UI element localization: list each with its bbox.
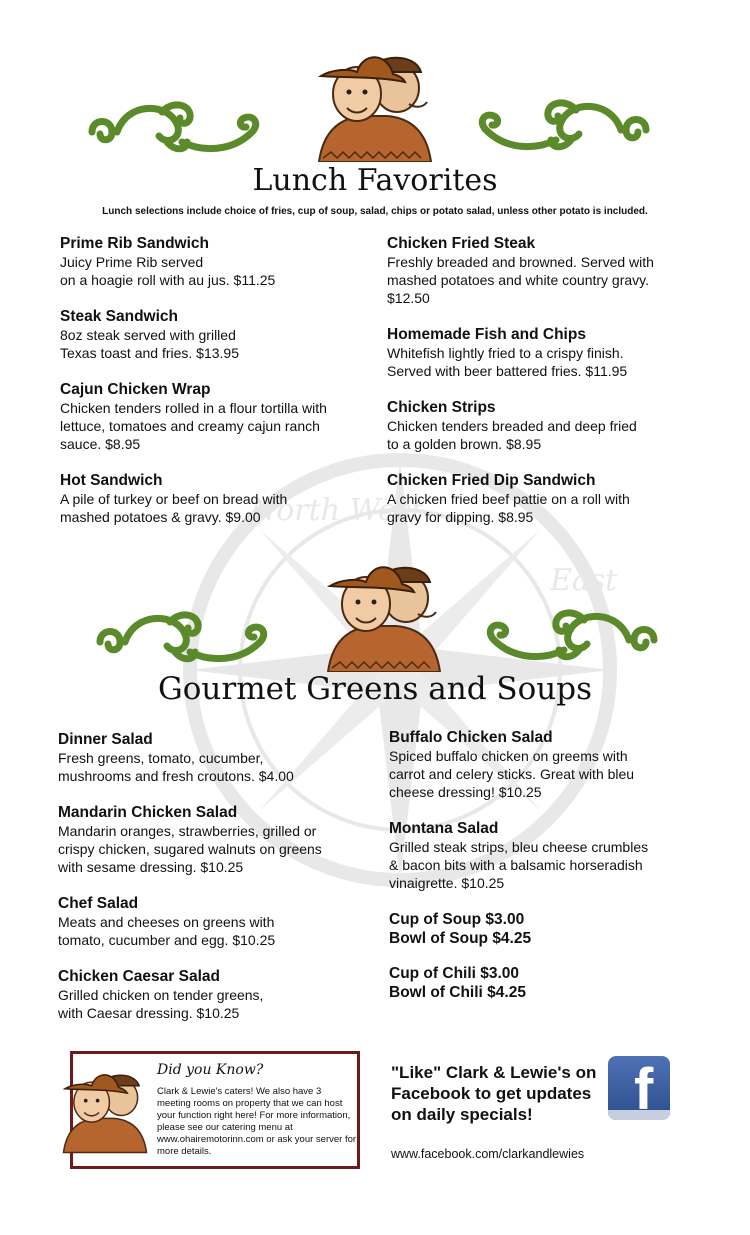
did-you-know-box bbox=[70, 1051, 360, 1169]
greens-soups-title: Gourmet Greens and Soups bbox=[157, 671, 593, 707]
menu-item bbox=[387, 325, 707, 380]
menu-item-description: Whitefish lightly fried to a crispy finish. Served with beer battered fries. $11.95 bbox=[387, 345, 628, 379]
menu-item-name: Montana Salad bbox=[389, 820, 499, 837]
menu-item-description: Chicken tenders rolled in a flour tortilla with lettuce, tomatoes and creamy cajun ranch sauce. $8.95 bbox=[60, 400, 327, 452]
menu-item bbox=[387, 471, 707, 526]
watermark-east: East bbox=[550, 563, 618, 598]
menu-item bbox=[58, 894, 378, 949]
menu-item-name: Chicken Caesar Salad bbox=[58, 968, 220, 985]
menu-item-name: Chef Salad bbox=[58, 895, 139, 912]
cup-of-soup: Cup of Soup $3.00 bbox=[389, 911, 525, 928]
swirl-ornament-right-middle bbox=[474, 598, 674, 674]
menu-item-name: Homemade Fish and Chips bbox=[387, 326, 586, 343]
bowl-of-chili: Bowl of Chili $4.25 bbox=[389, 984, 526, 1001]
swirl-ornament-right-top bbox=[466, 90, 666, 162]
cup-of-chili: Cup of Chili $3.00 bbox=[389, 965, 520, 982]
lunch-column-right bbox=[387, 234, 707, 544]
watermark-northwest: North West bbox=[250, 493, 424, 528]
menu-item-name: Mandarin Chicken Salad bbox=[58, 804, 238, 821]
menu-item-name: Dinner Salad bbox=[58, 731, 153, 748]
facebook-promo-text: "Like" Clark & Lewie's on Facebook to get updates on daily specials! bbox=[391, 1063, 597, 1124]
menu-item-name: Prime Rib Sandwich bbox=[60, 235, 210, 252]
menu-item-name: Chicken Fried Steak bbox=[387, 235, 536, 252]
soup-prices bbox=[389, 910, 709, 948]
bowl-of-soup: Bowl of Soup $4.25 bbox=[389, 930, 532, 947]
mascot-illustration-middle bbox=[322, 560, 446, 672]
menu-item-name: Cajun Chicken Wrap bbox=[60, 381, 211, 398]
menu-item bbox=[387, 234, 707, 307]
menu-item-description: Spiced buffalo chicken on greems with carrot and celery sticks. Great with bleu cheese dressing! $10.25 bbox=[389, 748, 635, 800]
menu-item-description: Mandarin oranges, strawberries, grilled or crispy chicken, sugared walnuts on greens with sesame dressing. $10.25 bbox=[58, 823, 322, 875]
swirl-ornament-left-middle bbox=[80, 600, 280, 676]
mascot-illustration-small bbox=[59, 1068, 151, 1154]
menu-item-description: Meats and cheeses on greens with tomato, cucumber and egg. $10.25 bbox=[58, 914, 276, 948]
lunch-column-left bbox=[60, 234, 370, 544]
menu-item bbox=[387, 398, 707, 453]
greens-column-left bbox=[58, 730, 378, 1040]
menu-item-name: Hot Sandwich bbox=[60, 472, 163, 489]
menu-item bbox=[60, 471, 370, 526]
mascot-illustration-top bbox=[313, 50, 437, 162]
menu-item bbox=[58, 803, 378, 876]
menu-item bbox=[58, 730, 378, 785]
greens-column-right bbox=[389, 728, 709, 1018]
menu-item-description: Fresh greens, tomato, cucumber, mushrooms and fresh croutons. $4.00 bbox=[58, 750, 294, 784]
menu-item-description: Freshly breaded and browned. Served with mashed potatoes and white country gravy. $12.50 bbox=[387, 254, 654, 306]
menu-item-name: Chicken Strips bbox=[387, 399, 496, 416]
menu-item bbox=[60, 307, 370, 362]
menu-item bbox=[58, 967, 378, 1022]
menu-item-description: Grilled chicken on tender greens, with Caesar dressing. $10.25 bbox=[58, 987, 264, 1021]
facebook-icon-letter: f bbox=[634, 1057, 654, 1122]
lunch-favorites-title: Lunch Favorites bbox=[252, 163, 498, 198]
menu-item-description: A pile of turkey or beef on bread with mashed potatoes & gravy. $9.00 bbox=[60, 491, 288, 525]
did-you-know-text: Clark & Lewie's caters! We also have 3 meeting rooms on property that we can host your function right here! For more information, please see our catering menu at www.ohairemotorinn.com or ask your server for more details. bbox=[157, 1086, 357, 1157]
menu-item bbox=[389, 728, 709, 801]
swirl-ornament-left-top bbox=[72, 92, 272, 164]
facebook-icon[interactable] bbox=[608, 1056, 670, 1120]
menu-item-name: Steak Sandwich bbox=[60, 308, 179, 325]
menu-item bbox=[60, 234, 370, 289]
chili-prices bbox=[389, 964, 709, 1002]
menu-item-description: Grilled steak strips, bleu cheese crumbles & bacon bits with a balsamic horseradish vinaigrette. $10.25 bbox=[389, 839, 649, 891]
facebook-url[interactable]: www.facebook.com/clarkandlewies bbox=[391, 1147, 585, 1161]
menu-item-name: Chicken Fried Dip Sandwich bbox=[387, 472, 596, 489]
menu-item-description: Juicy Prime Rib served on a hoagie roll with au jus. $11.25 bbox=[60, 254, 276, 288]
menu-item-name: Buffalo Chicken Salad bbox=[389, 729, 553, 746]
menu-item-description: A chicken fried beef pattie on a roll with gravy for dipping. $8.95 bbox=[387, 491, 630, 525]
menu-item bbox=[389, 819, 709, 892]
menu-item bbox=[60, 380, 370, 453]
menu-item-description: 8oz steak served with grilled Texas toast and fries. $13.95 bbox=[60, 327, 239, 361]
lunch-note: Lunch selections include choice of fries, cup of soup, salad, chips or potato salad, unless other potato is included. bbox=[102, 206, 648, 217]
menu-item-description: Chicken tenders breaded and deep fried to a golden brown. $8.95 bbox=[387, 418, 637, 452]
did-you-know-title: Did you Know? bbox=[157, 1062, 264, 1078]
